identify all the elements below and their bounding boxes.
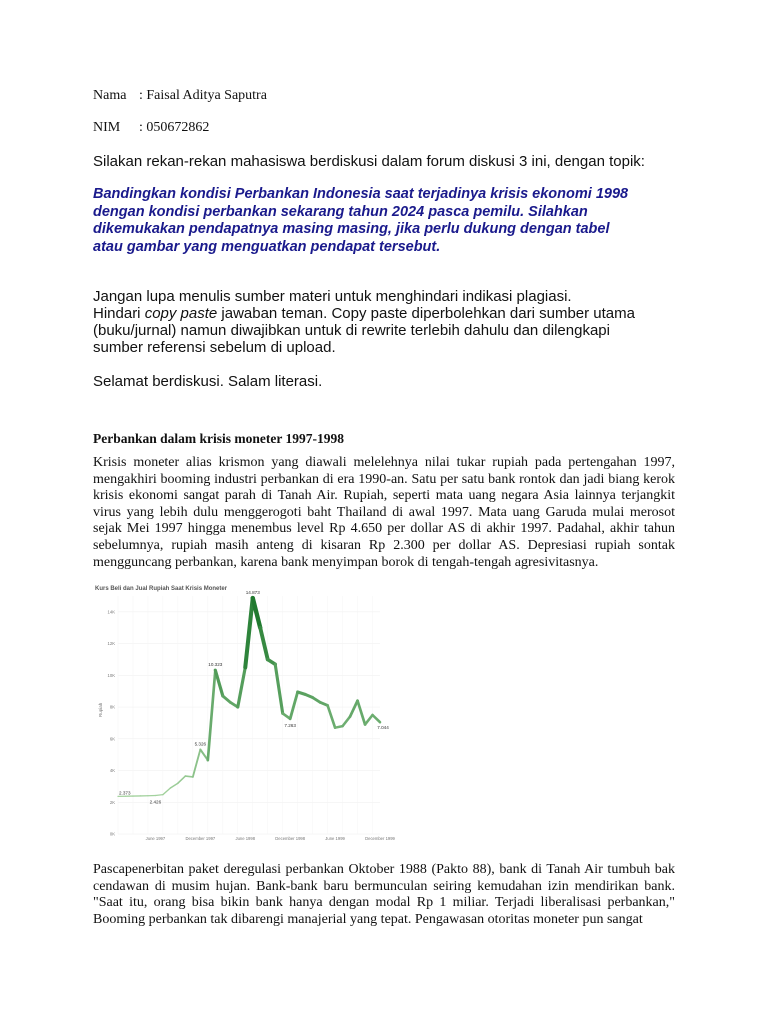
y-tick-label: 4K	[109, 768, 115, 774]
y-tick-label: 6K	[109, 736, 115, 742]
series-segment	[185, 776, 192, 777]
y-tick-label: 0K	[109, 831, 115, 837]
reminder-emphasis: copy paste	[144, 305, 218, 322]
y-tick-label: 12K	[107, 641, 115, 647]
y-tick-label: 10K	[107, 672, 115, 678]
paragraph-1: Krisis moneter alias krismon yang diawali melelehnya nilai tukar rupiah pada pertengahan 1997, mengakhiri booming industri perbankan di era 1990-an. Satu per satu bank rontok dan jadi biang kerok krisis ekonomi sangat parah di Tanah Air. Rupiah, seperti mata uang negara Asia lainnya terjangkit virus yang lebih dulu menggerogoti baht Thailand di awal 1997. Mata uang Garuda mulai merosot sejak Mei 1997 hingga menembus level Rp 4.650 per dollar AS di akhir 1997. Padahal, akhir tahun sebelumnya, rupiah masih anteng di kisaran Rp 2.300 per dollar AS. Depresiasi rupiah sontak mengguncang perbankan, karena bank menyimpan borok di tengah-tengah agresivitasnya.	[93, 455, 675, 570]
y-axis-label: Rupiah	[98, 702, 103, 717]
topic-line: atau gambar yang menguatkan pendapat tersebut.	[93, 238, 441, 255]
topic-line: dikemukakan pendapatnya masing masing, jika perlu dukung dengan tabel	[93, 221, 610, 237]
reminder-line: (buku/jurnal) namun diwajibkan untuk di rewrite terlebih dahulu dan dilengkapi	[93, 322, 610, 339]
chart-title: Kurs Beli dan Jual Rupiah Saat Krisis Moneter	[95, 586, 228, 592]
reminder-line: Jangan lupa menulis sumber materi untuk menghindari indikasi plagiasi.	[93, 288, 572, 305]
closing-line: Selamat berdiskusi. Salam literasi.	[93, 373, 323, 390]
x-tick-label: June 1998	[235, 836, 256, 841]
series-segment	[155, 795, 162, 796]
x-tick-label: June 1997	[145, 836, 166, 841]
intro-line: Silakan rekan-rekan mahasiswa berdiskusi dalam forum diskusi 3 ini, dengan topik:	[93, 153, 645, 170]
data-label: 7.263	[284, 722, 296, 728]
topic-line: dengan kondisi perbankan sekarang tahun 2024 pasca pemilu. Silahkan	[93, 203, 588, 220]
reminder-text: jawaban teman. Copy paste diperbolehkan dari sumber utama	[217, 305, 635, 322]
x-tick-label: December 1997	[185, 836, 216, 841]
reminder-line: sumber referensi sebelum di upload.	[93, 339, 336, 356]
nim-value: : 050672862	[139, 120, 210, 135]
name-label: Nama	[93, 88, 127, 103]
x-tick-label: December 1999	[365, 836, 395, 841]
name-value: : Faisal Aditya Saputra	[139, 88, 267, 103]
x-tick-label: December 1998	[275, 836, 306, 841]
data-label: 14.873	[245, 590, 260, 596]
y-tick-label: 8K	[109, 704, 115, 710]
topic-line: Bandingkan kondisi Perbankan Indonesia saat terjadinya krisis ekonomi 1998	[93, 186, 629, 202]
reminder-block	[93, 288, 693, 356]
y-tick-label: 14K	[107, 609, 115, 615]
nim-label: NIM	[93, 120, 121, 135]
x-tick-label: June 1999	[325, 836, 345, 841]
section-heading: Perbankan dalam krisis moneter 1997-1998	[93, 431, 345, 446]
data-label: 2.426	[149, 799, 162, 805]
data-label: 7.044	[377, 725, 389, 731]
rupiah-exchange-chart	[92, 582, 395, 841]
chart-background	[92, 582, 390, 840]
name-row	[93, 88, 267, 104]
nim-row	[93, 120, 209, 136]
discussion-topic	[93, 186, 693, 256]
data-label: 5.326	[194, 741, 207, 747]
paragraph-2: Pascapenerbitan paket deregulasi perbankan Oktober 1988 (Pakto 88), bank di Tanah Air tumbuh bak cendawan di musim hujan. Bank-bank baru bermunculan seiring kemudahan izin mendirikan bank. "Saat itu, orang bisa bikin bank hanya dengan modal Rp 1 miliar. Terjadi liberalisasi perbankan," Booming perbankan tak dibarengi manajerial yang tepat. Pengawasan otoritas moneter pun sangat	[93, 862, 675, 927]
y-tick-label: 2K	[109, 799, 115, 805]
reminder-text: Hindari	[93, 305, 145, 322]
data-label: 10.323	[208, 662, 223, 668]
reminder-line	[93, 305, 693, 322]
data-label: 2.373	[119, 790, 131, 796]
